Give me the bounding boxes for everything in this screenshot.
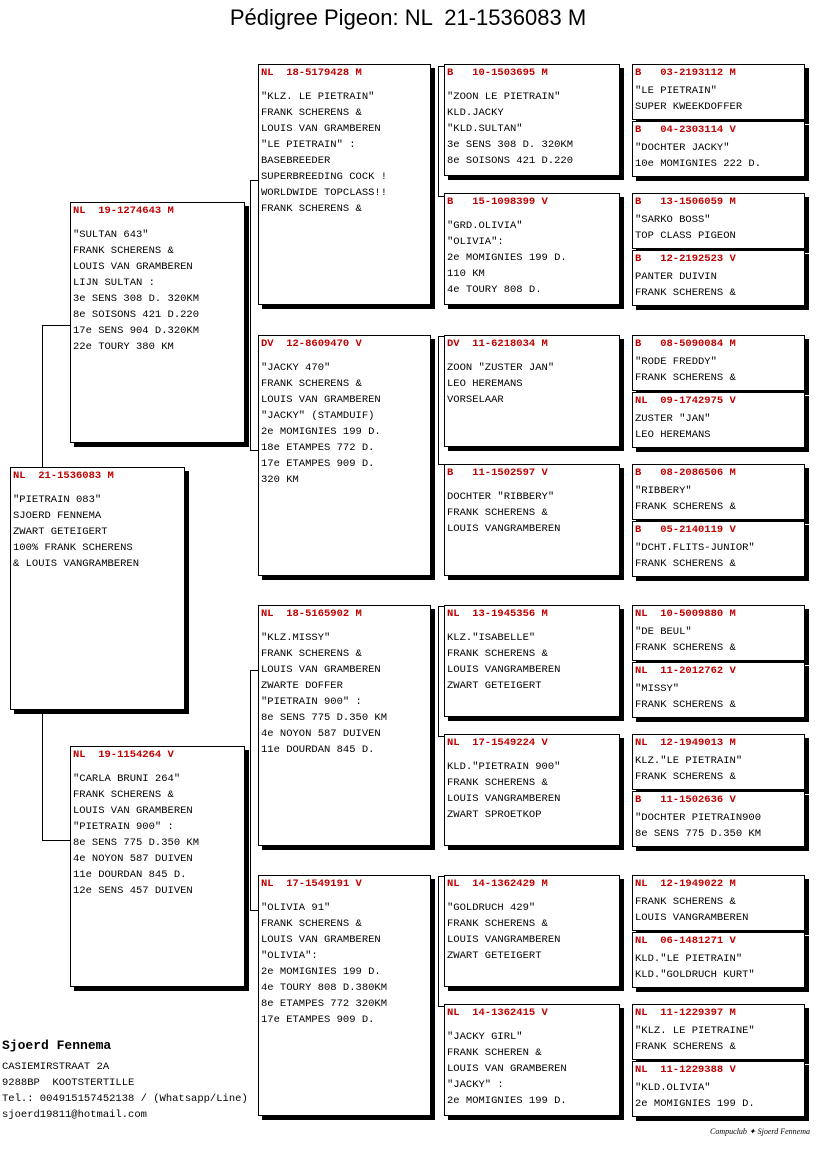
pedigree-box-great-great-grandparent bbox=[632, 1061, 805, 1117]
pigeon-info-line: FRANK SCHERENS & bbox=[261, 378, 362, 390]
pigeon-info-line: LEO HEREMANS bbox=[447, 378, 523, 390]
pigeon-info-line: 17e ETAMPES 909 D. bbox=[261, 1014, 375, 1026]
ring-number: NL 21-1536083 M bbox=[13, 470, 114, 482]
pigeon-info-line: FRANK SCHERENS & bbox=[635, 372, 736, 384]
pigeon-info-line: "DOCHTER PIETRAIN900 bbox=[635, 812, 762, 824]
pigeon-info-line: FRANK SCHERENS & bbox=[635, 558, 736, 570]
connector-line bbox=[250, 180, 258, 181]
connector-line bbox=[42, 325, 43, 467]
pigeon-info-line: ZOON "ZUSTER JAN" bbox=[447, 362, 555, 374]
pigeon-info-line: 110 KM bbox=[447, 268, 485, 280]
pedigree-box-great-grandparent bbox=[444, 734, 620, 846]
pigeon-info-line: LOUIS VANGRAMBEREN bbox=[635, 912, 749, 924]
pigeon-info-line: SUPERBREEDING COCK ! bbox=[261, 171, 388, 183]
pigeon-info-line: "SARKO BOSS" bbox=[635, 214, 711, 226]
pigeon-info-line: BASEBREEDER bbox=[261, 155, 331, 167]
connector-line bbox=[250, 450, 258, 451]
pigeon-info-line: "MISSY" bbox=[635, 683, 680, 695]
pigeon-info-line: "KLZ.MISSY" bbox=[261, 632, 331, 644]
ring-number: NL 14-1362429 M bbox=[447, 878, 548, 890]
pigeon-info-line: 11e DOURDAN 845 D. bbox=[261, 744, 375, 756]
pedigree-box-great-great-grandparent bbox=[632, 662, 805, 718]
pedigree-box-great-grandparent bbox=[444, 1004, 620, 1116]
pedigree-box-great-grandparent bbox=[444, 605, 620, 717]
owner-city: 9288BP KOOTSTERTILLE bbox=[2, 1077, 135, 1089]
pigeon-info-line: FRANK SCHERENS & bbox=[635, 896, 736, 908]
pigeon-info-line: 3e SENS 308 D. 320KM bbox=[73, 293, 200, 305]
pigeon-info-line: WORLDWIDE TOPCLASS!! bbox=[261, 187, 388, 199]
connector-line bbox=[250, 180, 251, 450]
ring-number: B 10-1503695 M bbox=[447, 67, 548, 79]
ring-number: B 12-2192523 V bbox=[635, 253, 736, 265]
pigeon-info-line: FRANK SCHERENS & bbox=[73, 789, 174, 801]
pigeon-info-line: & LOUIS VANGRAMBEREN bbox=[13, 558, 140, 570]
ring-number: B 08-2086506 M bbox=[635, 467, 736, 479]
ring-number: NL 11-1229397 M bbox=[635, 1007, 736, 1019]
pigeon-info-line: KLD.JACKY bbox=[447, 107, 504, 119]
ring-number: DV 11-6218034 M bbox=[447, 338, 548, 350]
ring-number: NL 09-1742975 V bbox=[635, 395, 736, 407]
pigeon-info-line: "KLZ. LE PIETRAINE" bbox=[635, 1025, 755, 1037]
ring-number: B 04-2303114 V bbox=[635, 124, 736, 136]
pedigree-box-subject bbox=[10, 467, 185, 710]
pedigree-box-great-great-grandparent bbox=[632, 335, 805, 391]
pigeon-info-line: SJOERD FENNEMA bbox=[13, 510, 102, 522]
pigeon-info-line: 17e SENS 904 D.320KM bbox=[73, 325, 200, 337]
pedigree-box-great-grandparent bbox=[444, 193, 620, 305]
page-title: Pédigree Pigeon: NL 21-1536083 M bbox=[229, 5, 587, 30]
pigeon-info-line: "GRD.OLIVIA" bbox=[447, 220, 523, 232]
pigeon-info-line: "KLD.OLIVIA" bbox=[635, 1082, 711, 1094]
pigeon-info-line: FRANK SCHERENS & bbox=[635, 771, 736, 783]
ring-number: NL 17-1549191 V bbox=[261, 878, 362, 890]
pigeon-info-line: FRANK SCHERENS & bbox=[73, 245, 174, 257]
pigeon-info-line: DOCHTER "RIBBERY" bbox=[447, 491, 555, 503]
pigeon-info-line: "OLIVIA": bbox=[447, 236, 504, 248]
pigeon-info-line: "OLIVIA 91" bbox=[261, 902, 331, 914]
connector-line bbox=[42, 325, 70, 326]
connector-line bbox=[250, 910, 258, 911]
pedigree-box-great-great-grandparent bbox=[632, 193, 805, 249]
pigeon-info-line: 2e MOMIGNIES 199 D. bbox=[447, 1095, 567, 1107]
pigeon-info-line: "KLZ. LE PIETRAIN" bbox=[261, 91, 375, 103]
pigeon-info-line: FRANK SCHERENS & bbox=[635, 699, 736, 711]
pigeon-info-line: "CARLA BRUNI 264" bbox=[73, 773, 181, 785]
pigeon-info-line: 320 KM bbox=[261, 474, 299, 486]
pigeon-info-line: "GOLDRUCH 429" bbox=[447, 902, 536, 914]
ring-number: B 03-2193112 M bbox=[635, 67, 736, 79]
pigeon-info-line: 8e SENS 775 D.350 KM bbox=[73, 837, 200, 849]
pedigree-box-great-great-grandparent bbox=[632, 605, 805, 661]
pigeon-info-line: ZWART GETEIGERT bbox=[13, 526, 108, 538]
pigeon-info-line: 8e SENS 775 D.350 KM bbox=[635, 828, 762, 840]
owner-address: CASIEMIRSTRAAT 2A bbox=[2, 1061, 110, 1073]
pigeon-info-line: LOUIS VAN GRAMBEREN bbox=[447, 1063, 567, 1075]
pigeon-info-line: FRANK SCHEREN & bbox=[447, 1047, 542, 1059]
pedigree-box-great-grandparent bbox=[444, 875, 620, 987]
pigeon-info-line: "OLIVIA": bbox=[261, 950, 318, 962]
pedigree-box-great-great-grandparent bbox=[632, 875, 805, 931]
connector-line bbox=[250, 670, 258, 671]
pigeon-info-line: "JACKY 470" bbox=[261, 362, 331, 374]
ring-number: B 13-1506059 M bbox=[635, 196, 736, 208]
pigeon-info-line: KLD."GOLDRUCH KURT" bbox=[635, 969, 755, 981]
pedigree-box-great-great-grandparent bbox=[632, 121, 805, 177]
ring-number: NL 12-1949013 M bbox=[635, 737, 736, 749]
pedigree-box-great-great-grandparent bbox=[632, 64, 805, 120]
pigeon-info-line: VORSELAAR bbox=[447, 394, 504, 406]
pigeon-info-line: LOUIS VANGRAMBEREN bbox=[447, 934, 561, 946]
pigeon-info-line: 12e SENS 457 DUIVEN bbox=[73, 885, 193, 897]
pedigree-box-father bbox=[70, 202, 245, 443]
pigeon-info-line: KLD."LE PIETRAIN" bbox=[635, 953, 743, 965]
pigeon-info-line: 4e TOURY 808 D.380KM bbox=[261, 982, 388, 994]
pigeon-info-line: LOUIS VAN GRAMBEREN bbox=[261, 394, 381, 406]
pigeon-info-line: "JACKY" (STAMDUIF) bbox=[261, 410, 375, 422]
owner-email: sjoerd19811@hotmail.com bbox=[2, 1109, 147, 1121]
owner-block bbox=[2, 1036, 248, 1123]
pigeon-info-line: "RODE FREDDY" bbox=[635, 356, 717, 368]
pedigree-box-great-great-grandparent bbox=[632, 734, 805, 790]
pigeon-info-line: FRANK SCHERENS & bbox=[635, 287, 736, 299]
pigeon-info-line: 22e TOURY 380 KM bbox=[73, 341, 174, 353]
ring-number: B 11-1502636 V bbox=[635, 794, 736, 806]
pigeon-info-line: "LE PIETRAIN" : bbox=[261, 139, 356, 151]
pigeon-info-line: 4e NOYON 587 DUIVEN bbox=[73, 853, 193, 865]
pigeon-info-line: 2e MOMIGNIES 199 D. bbox=[261, 426, 381, 438]
pedigree-box-great-grandparent bbox=[444, 64, 620, 176]
pedigree-box-great-great-grandparent bbox=[632, 521, 805, 577]
ring-number: NL 18-5179428 M bbox=[261, 67, 362, 79]
pigeon-info-line: FRANK SCHERENS & bbox=[447, 648, 548, 660]
ring-number: NL 19-1274643 M bbox=[73, 205, 174, 217]
pedigree-box-grandparent bbox=[258, 605, 431, 846]
pigeon-info-line: LOUIS VAN GRAMBEREN bbox=[261, 123, 381, 135]
connector-line bbox=[250, 670, 251, 910]
pedigree-box-great-grandparent bbox=[444, 464, 620, 576]
ring-number: B 08-5090084 M bbox=[635, 338, 736, 350]
pigeon-info-line: KLZ."LE PIETRAIN" bbox=[635, 755, 743, 767]
connector-line bbox=[438, 606, 439, 736]
ring-number: B 11-1502597 V bbox=[447, 467, 548, 479]
pigeon-info-line: LOUIS VANGRAMBEREN bbox=[447, 793, 561, 805]
pedigree-box-great-great-grandparent bbox=[632, 1004, 805, 1060]
pigeon-info-line: ZWART GETEIGERT bbox=[447, 680, 542, 692]
pedigree-box-grandparent bbox=[258, 335, 431, 576]
pigeon-info-line: PANTER DUIVIN bbox=[635, 271, 717, 283]
pedigree-box-grandparent bbox=[258, 875, 431, 1116]
pigeon-info-line: ZWART SPROETKOP bbox=[447, 809, 542, 821]
pigeon-info-line: LOUIS VAN GRAMBEREN bbox=[261, 664, 381, 676]
pedigree-box-mother bbox=[70, 746, 245, 987]
pigeon-info-line: "KLD.SULTAN" bbox=[447, 123, 523, 135]
pigeon-info-line: "DE BEUL" bbox=[635, 626, 692, 638]
pigeon-info-line: 17e ETAMPES 909 D. bbox=[261, 458, 375, 470]
owner-phone: Tel.: 004915157452138 / (Whatsapp/Line) bbox=[2, 1093, 248, 1105]
connector-line bbox=[42, 840, 70, 841]
pigeon-info-line: LOUIS VANGRAMBEREN bbox=[447, 523, 561, 535]
owner-name: Sjoerd Fennema bbox=[2, 1038, 112, 1053]
pigeon-info-line: FRANK SCHERENS & bbox=[261, 107, 362, 119]
pigeon-info-line: 8e SOISONS 421 D.220 bbox=[447, 155, 574, 167]
pigeon-info-line: 100% FRANK SCHERENS bbox=[13, 542, 133, 554]
pigeon-info-line: 4e NOYON 587 DUIVEN bbox=[261, 728, 381, 740]
pedigree-box-great-great-grandparent bbox=[632, 932, 805, 988]
pigeon-info-line: LEO HEREMANS bbox=[635, 429, 711, 441]
pedigree-box-grandparent bbox=[258, 64, 431, 305]
ring-number: NL 19-1154264 V bbox=[73, 749, 174, 761]
pigeon-info-line: LOUIS VAN GRAMBEREN bbox=[73, 805, 193, 817]
pigeon-info-line: 11e DOURDAN 845 D. bbox=[73, 869, 187, 881]
pigeon-info-line: ZWARTE DOFFER bbox=[261, 680, 343, 692]
ring-number: NL 13-1945356 M bbox=[447, 608, 548, 620]
pigeon-info-line: SUPER KWEEKDOFFER bbox=[635, 101, 743, 113]
pigeon-info-line: LOUIS VANGRAMBEREN bbox=[447, 664, 561, 676]
connector-line bbox=[438, 66, 439, 196]
pigeon-info-line: "JACKY GIRL" bbox=[447, 1031, 523, 1043]
pigeon-info-line: 8e SENS 775 D.350 KM bbox=[261, 712, 388, 724]
pigeon-info-line: 8e SOISONS 421 D.220 bbox=[73, 309, 200, 321]
pedigree-box-great-great-grandparent bbox=[632, 464, 805, 520]
pigeon-info-line: "PIETRAIN 900" : bbox=[261, 696, 362, 708]
pigeon-info-line: FRANK SCHERENS & bbox=[635, 642, 736, 654]
pigeon-info-line: 4e TOURY 808 D. bbox=[447, 284, 542, 296]
pigeon-info-line: "DCHT.FLITS-JUNIOR" bbox=[635, 542, 755, 554]
pigeon-info-line: "PIETRAIN 900" : bbox=[73, 821, 174, 833]
ring-number: NL 12-1949022 M bbox=[635, 878, 736, 890]
pigeon-info-line: 8e ETAMPES 772 320KM bbox=[261, 998, 388, 1010]
ring-number: NL 14-1362415 V bbox=[447, 1007, 548, 1019]
pigeon-info-line: "SULTAN 643" bbox=[73, 229, 149, 241]
connector-line bbox=[438, 336, 439, 464]
pigeon-info-line: 10e MOMIGNIES 222 D. bbox=[635, 158, 762, 170]
ring-number: NL 18-5165902 M bbox=[261, 608, 362, 620]
ring-number: NL 10-5009880 M bbox=[635, 608, 736, 620]
pigeon-info-line: ZWART GETEIGERT bbox=[447, 950, 542, 962]
pigeon-info-line: LIJN SULTAN : bbox=[73, 277, 155, 289]
pigeon-info-line: FRANK SCHERENS & bbox=[261, 918, 362, 930]
ring-number: NL 11-1229388 V bbox=[635, 1064, 736, 1076]
pigeon-info-line: "ZOON LE PIETRAIN" bbox=[447, 91, 561, 103]
ring-number: B 05-2140119 V bbox=[635, 524, 736, 536]
pigeon-info-line: FRANK SCHERENS & bbox=[447, 507, 548, 519]
pigeon-info-line: 3e SENS 308 D. 320KM bbox=[447, 139, 574, 151]
pigeon-info-line: "DOCHTER JACKY" bbox=[635, 142, 730, 154]
pedigree-box-great-grandparent bbox=[444, 335, 620, 447]
pigeon-info-line: FRANK SCHERENS & bbox=[447, 918, 548, 930]
pigeon-info-line: FRANK SCHERENS & bbox=[261, 203, 362, 215]
pigeon-info-line: LOUIS VAN GRAMBEREN bbox=[261, 934, 381, 946]
pigeon-info-line: TOP CLASS PIGEON bbox=[635, 230, 736, 242]
pigeon-info-line: 2e MOMIGNIES 199 D. bbox=[635, 1098, 755, 1110]
pedigree-box-great-great-grandparent bbox=[632, 392, 805, 448]
pigeon-info-line: FRANK SCHERENS & bbox=[447, 777, 548, 789]
pigeon-info-line: LOUIS VAN GRAMBEREN bbox=[73, 261, 193, 273]
pigeon-info-line: 2e MOMIGNIES 199 D. bbox=[447, 252, 567, 264]
pigeon-info-line: "JACKY" : bbox=[447, 1079, 504, 1091]
pigeon-info-line: ZUSTER "JAN" bbox=[635, 413, 711, 425]
ring-number: NL 17-1549224 V bbox=[447, 737, 548, 749]
ring-number: NL 11-2012762 V bbox=[635, 665, 736, 677]
pigeon-info-line: 2e MOMIGNIES 199 D. bbox=[261, 966, 381, 978]
footer-credit: Compuclub ✦ Sjoerd Fennema bbox=[710, 1127, 810, 1136]
connector-line bbox=[438, 876, 439, 1006]
pigeon-info-line: "LE PIETRAIN" bbox=[635, 85, 717, 97]
ring-number: DV 12-8609470 V bbox=[261, 338, 362, 350]
pigeon-info-line: KLD."PIETRAIN 900" bbox=[447, 761, 561, 773]
pedigree-box-great-great-grandparent bbox=[632, 791, 805, 847]
ring-number: B 15-1098399 V bbox=[447, 196, 548, 208]
connector-line bbox=[42, 710, 43, 840]
pigeon-info-line: FRANK SCHERENS & bbox=[261, 648, 362, 660]
pigeon-info-line: "PIETRAIN 083" bbox=[13, 494, 102, 506]
pigeon-info-line: FRANK SCHERENS & bbox=[635, 1041, 736, 1053]
pigeon-info-line: FRANK SCHERENS & bbox=[635, 501, 736, 513]
pigeon-info-line: "RIBBERY" bbox=[635, 485, 692, 497]
pigeon-info-line: 18e ETAMPES 772 D. bbox=[261, 442, 375, 454]
pedigree-box-great-great-grandparent bbox=[632, 250, 805, 306]
ring-number: NL 06-1481271 V bbox=[635, 935, 736, 947]
pigeon-info-line: KLZ."ISABELLE" bbox=[447, 632, 536, 644]
